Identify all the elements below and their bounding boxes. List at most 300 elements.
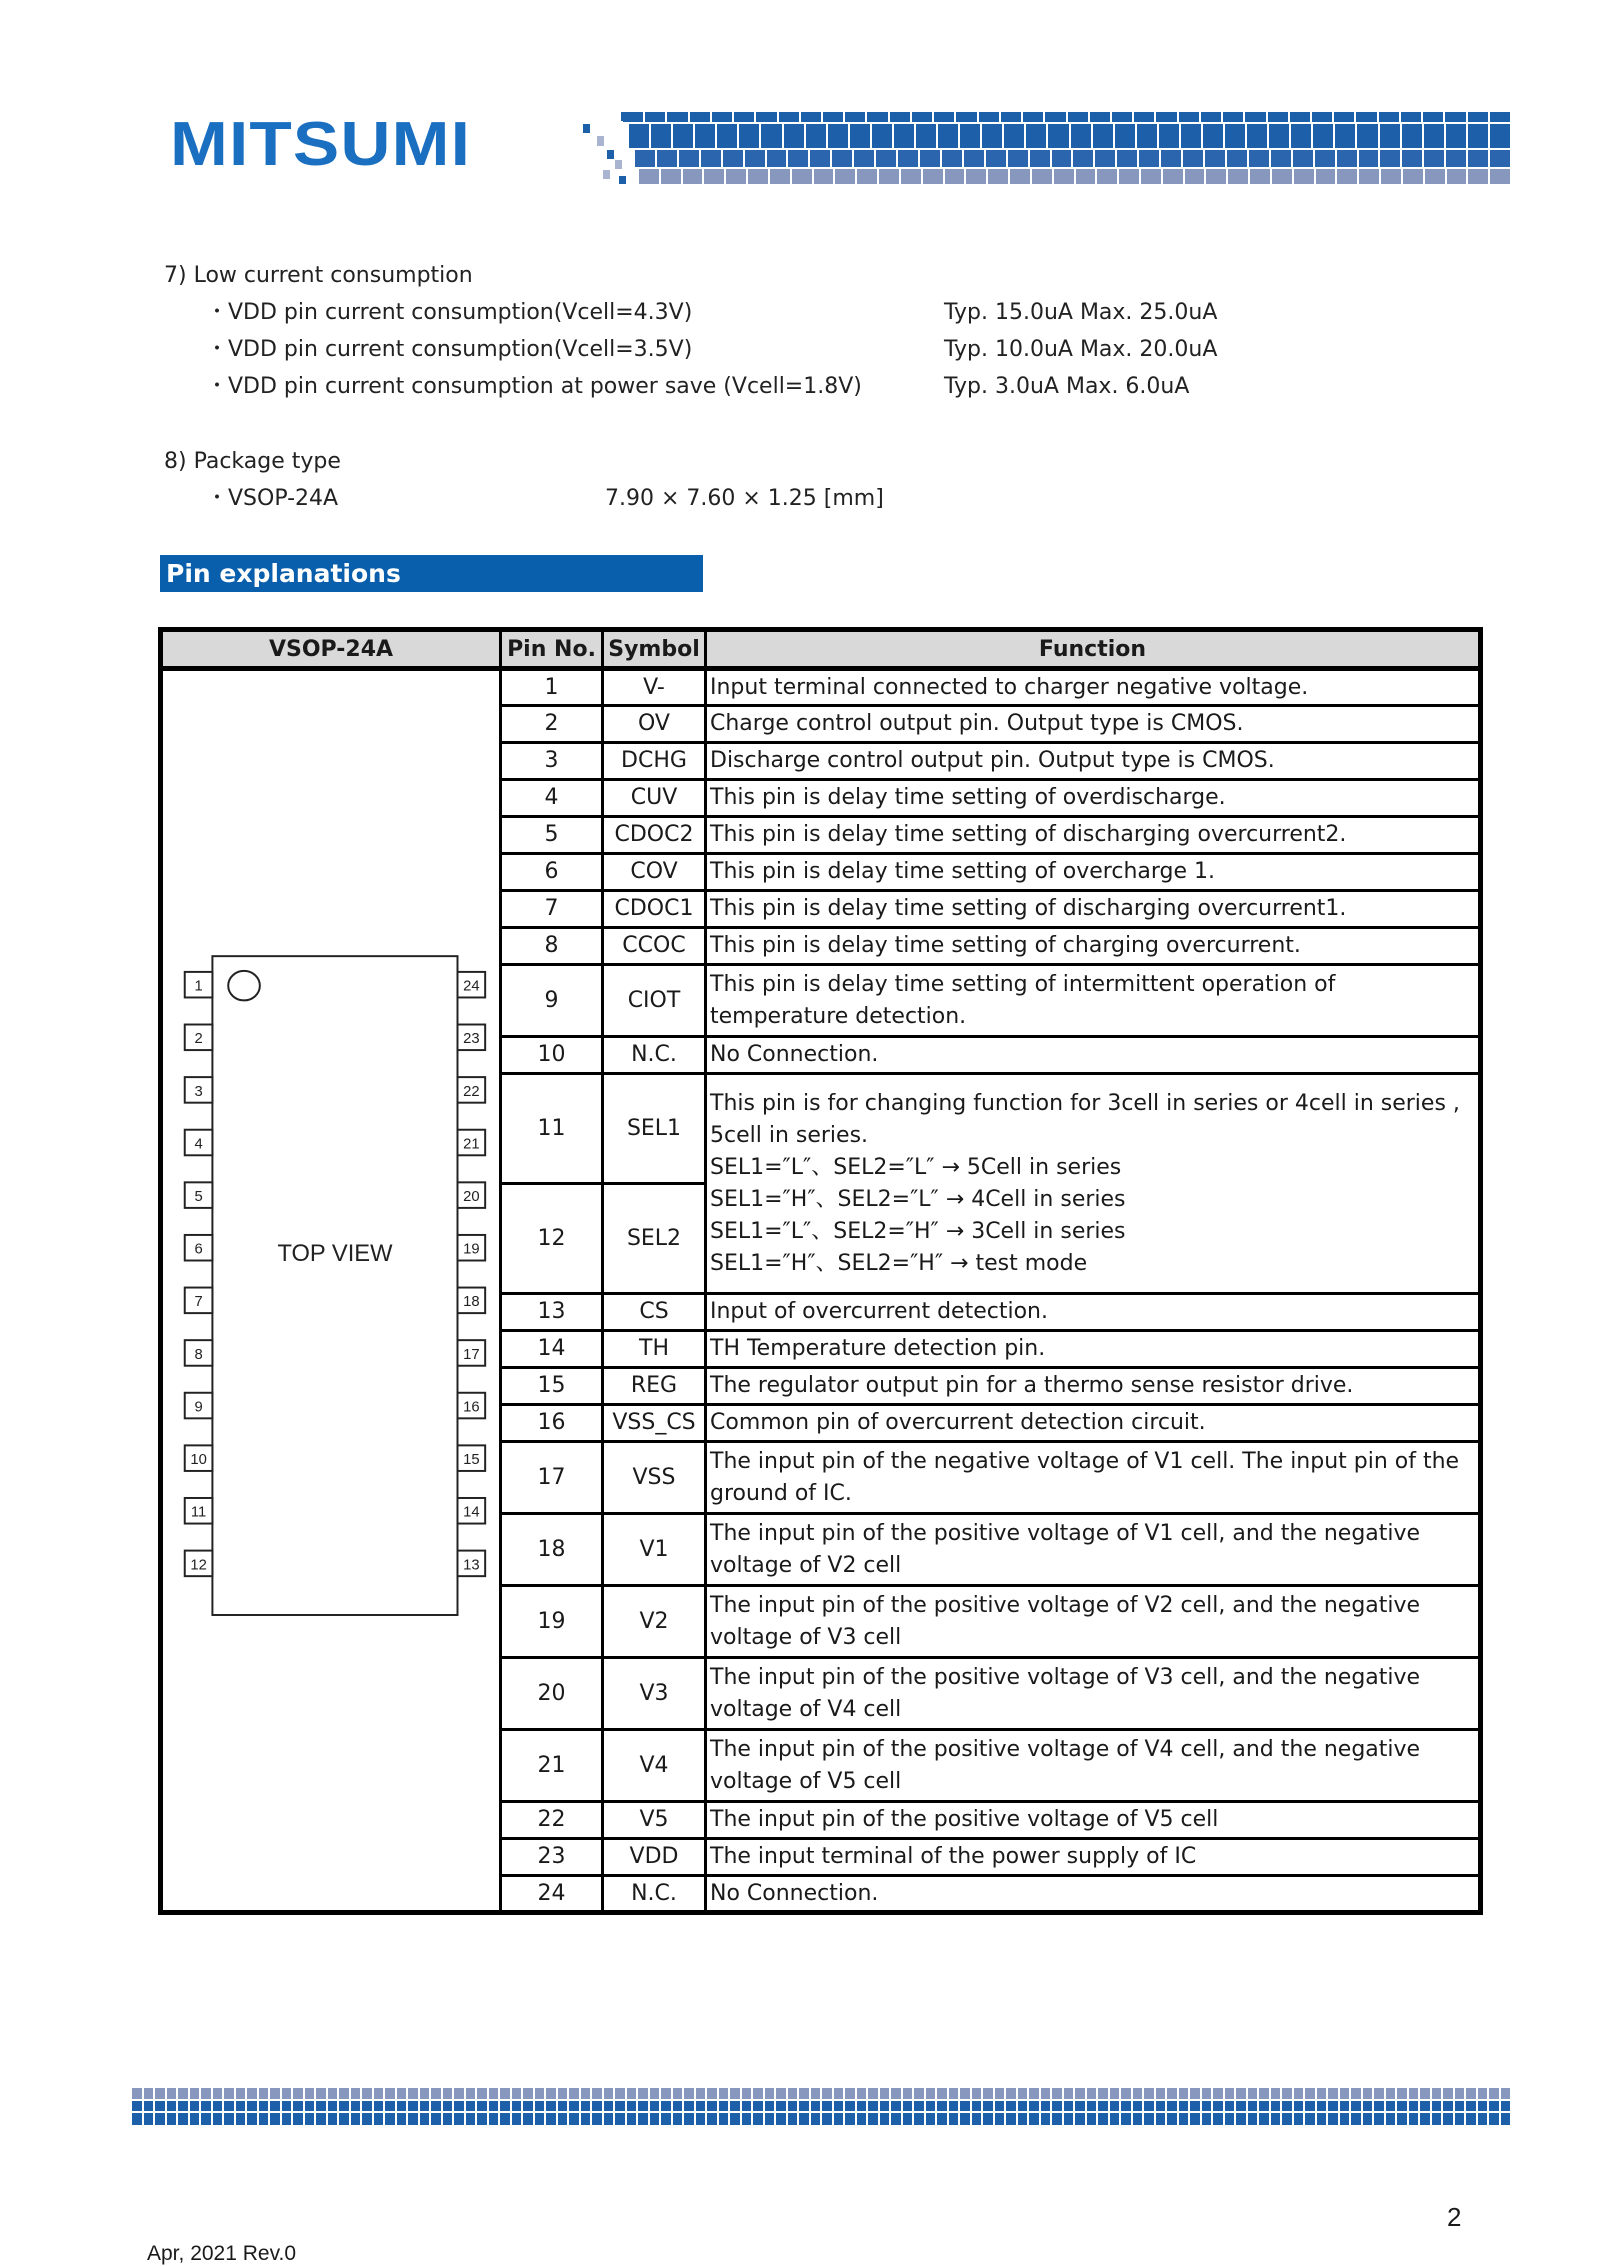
bar-cell xyxy=(806,124,826,148)
package-pin-left xyxy=(185,1077,213,1103)
bar-cell xyxy=(701,150,721,167)
bar-cell xyxy=(1294,2113,1304,2125)
bar-cell xyxy=(679,150,699,167)
bar-cell xyxy=(339,2088,349,2099)
bar-cell xyxy=(1018,2113,1028,2125)
bar-cell xyxy=(1357,124,1377,148)
bar-cell xyxy=(535,2088,545,2099)
bar-cell xyxy=(512,2101,522,2111)
bar-cell xyxy=(1087,2113,1097,2125)
bar-cell xyxy=(696,2088,706,2099)
bar-cell xyxy=(1248,2101,1258,2111)
bar-cell xyxy=(717,124,737,148)
bar-cell xyxy=(1317,2113,1327,2125)
pin-function: Common pin of overcurrent detection circuit. xyxy=(706,1405,1481,1442)
bar-cell xyxy=(604,2113,614,2125)
bar-cell xyxy=(1018,2101,1028,2111)
bar-cell xyxy=(742,2088,752,2099)
bar-cell xyxy=(964,150,984,167)
bar-cell xyxy=(934,112,954,122)
bar-cell xyxy=(1432,2101,1442,2111)
bar-cell xyxy=(1110,2088,1120,2099)
bar-cell xyxy=(1201,112,1221,122)
bar-cell xyxy=(1098,2088,1108,2099)
bar-cell xyxy=(190,2101,200,2111)
bar-cell xyxy=(960,2101,970,2111)
bar-cell xyxy=(726,169,746,184)
bar-cell xyxy=(903,2101,913,2111)
bar-cell xyxy=(857,2088,867,2099)
bar-cell xyxy=(1328,2088,1338,2099)
bar-cell xyxy=(1213,2088,1223,2099)
bar-cell xyxy=(1110,2113,1120,2125)
bar-cell xyxy=(1179,2088,1189,2099)
pin-number: 23 xyxy=(501,1839,603,1876)
bar-cell xyxy=(489,2088,499,2099)
bar-cell xyxy=(523,2101,533,2111)
bar-cell xyxy=(1424,150,1444,167)
bar-cell xyxy=(1190,2088,1200,2099)
pin-symbol: VDD xyxy=(603,1839,706,1876)
bar-cell xyxy=(1363,2088,1373,2099)
bar-cell xyxy=(1250,169,1270,184)
bar-cell xyxy=(811,2101,821,2111)
bar-cell xyxy=(466,2113,476,2125)
bar-cell xyxy=(995,2101,1005,2111)
bar-cell xyxy=(834,2113,844,2125)
bar-cell xyxy=(1259,2113,1269,2125)
pin-symbol: TH xyxy=(603,1331,706,1368)
package-pin-label: 6 xyxy=(194,1241,203,1258)
bar-cell xyxy=(1468,124,1488,148)
bar-cell xyxy=(1374,2113,1384,2125)
bar-cell xyxy=(397,2113,407,2125)
bar-cell xyxy=(1095,150,1115,167)
bar-cell xyxy=(305,2113,315,2125)
bar-cell xyxy=(801,112,821,122)
bar-cell xyxy=(788,2101,798,2111)
bar-cell xyxy=(1293,150,1313,167)
bar-cell xyxy=(1455,2113,1465,2125)
bar-cell xyxy=(224,2101,234,2111)
bar-cell xyxy=(1489,2101,1499,2111)
pin-number: 16 xyxy=(501,1405,603,1442)
bar-cell xyxy=(868,2088,878,2099)
package-pin-label: 3 xyxy=(194,1083,203,1100)
bar-cell xyxy=(282,2088,292,2099)
bar-cell xyxy=(857,169,877,184)
bar-cell xyxy=(1068,112,1088,122)
package-pin-label: 20 xyxy=(463,1189,480,1206)
bar-cell xyxy=(1291,124,1311,148)
bar-cell xyxy=(1420,2088,1430,2099)
pin-symbol: CS xyxy=(603,1294,706,1331)
bar-cell xyxy=(695,124,715,148)
package-pin-label: 17 xyxy=(463,1346,480,1363)
bar-cell xyxy=(799,2113,809,2125)
package-pin-right xyxy=(457,1288,485,1314)
bar-cell xyxy=(408,2088,418,2099)
bar-cell xyxy=(1340,2101,1350,2111)
bar-cell xyxy=(1006,2113,1016,2125)
bar-cell xyxy=(1466,2088,1476,2099)
bar-cell xyxy=(1468,150,1488,167)
bar-cell xyxy=(592,2101,602,2111)
package-label: ・VSOP-24A xyxy=(206,486,339,511)
pin-function: The input pin of the negative voltage of V1 cell. The input pin of the ground of IC. xyxy=(706,1442,1481,1514)
bar-cell xyxy=(742,2101,752,2111)
bar-cell xyxy=(1133,2113,1143,2125)
bar-cell xyxy=(1466,2113,1476,2125)
bar-cell xyxy=(500,2088,510,2099)
bar-cell xyxy=(1073,150,1093,167)
bar-cell xyxy=(857,2101,867,2111)
bar-cell xyxy=(1010,169,1030,184)
bar-cell xyxy=(1351,2101,1361,2111)
bar-cell xyxy=(639,169,659,184)
bar-cell xyxy=(868,2101,878,2111)
bar-cell xyxy=(845,2088,855,2099)
bar-cell xyxy=(615,2101,625,2111)
pin-function: The input pin of the positive voltage of V2 cell, and the negative voltage of V3 cell xyxy=(706,1586,1481,1658)
pin-number: 11 xyxy=(501,1074,603,1184)
pin-symbol: V3 xyxy=(603,1658,706,1730)
bar-cell xyxy=(1337,169,1357,184)
bar-cell xyxy=(1052,2113,1062,2125)
spec-label: ・VDD pin current consumption(Vcell=4.3V) xyxy=(206,300,693,325)
pin-function: The input pin of the positive voltage of V5 cell xyxy=(706,1802,1481,1839)
bar-cell xyxy=(408,2113,418,2125)
bar-cell xyxy=(983,2113,993,2125)
bar-cell xyxy=(1248,2113,1258,2125)
bar-cell xyxy=(558,2088,568,2099)
package-pin-left xyxy=(185,1445,213,1471)
bar-cell xyxy=(512,2088,522,2099)
package-pin-label: 23 xyxy=(463,1031,480,1048)
bar-cell xyxy=(1501,2101,1511,2111)
bar-cell xyxy=(1001,112,1021,122)
bar-cell xyxy=(891,2101,901,2111)
bar-cell xyxy=(581,2101,591,2111)
bar-cell xyxy=(397,2101,407,2111)
bar-cell xyxy=(558,2113,568,2125)
bar-cell xyxy=(673,2101,683,2111)
bar-cell xyxy=(684,2088,694,2099)
bar-cell xyxy=(1156,112,1176,122)
bar-cell xyxy=(1489,2088,1499,2099)
bar-cell xyxy=(995,2113,1005,2125)
bar-cell xyxy=(872,124,892,148)
bar-cell xyxy=(926,2101,936,2111)
pin-function: This pin is delay time setting of discharging overcurrent1. xyxy=(706,891,1481,928)
bar-cell xyxy=(1041,2101,1051,2111)
bar-cell xyxy=(305,2088,315,2099)
pin-number: 10 xyxy=(501,1037,603,1074)
bar-cell xyxy=(1190,2113,1200,2125)
bar-cell xyxy=(293,2113,303,2125)
bar-cell xyxy=(1403,169,1423,184)
bar-cell xyxy=(748,169,768,184)
bar-cell xyxy=(1478,2113,1488,2125)
bar-cell xyxy=(1290,112,1310,122)
bar-cell xyxy=(765,2113,775,2125)
bar-cell xyxy=(431,2088,441,2099)
bar-cell xyxy=(1203,124,1223,148)
bar-cell xyxy=(730,2088,740,2099)
bar-cell xyxy=(822,2088,832,2099)
bar-cell xyxy=(986,150,1006,167)
pin-number: 21 xyxy=(501,1730,603,1802)
package-pin-label: 13 xyxy=(463,1557,480,1574)
bar-cell xyxy=(707,2113,717,2125)
pin-number: 9 xyxy=(501,965,603,1037)
bar-cell xyxy=(1282,2113,1292,2125)
bar-cell xyxy=(792,169,812,184)
bar-cell xyxy=(316,2088,326,2099)
bar-cell xyxy=(890,112,910,122)
bar-cell xyxy=(650,2113,660,2125)
bar-cell xyxy=(1052,2088,1062,2099)
bar-cell xyxy=(920,150,940,167)
bar-cell xyxy=(201,2088,211,2099)
bar-cell xyxy=(1305,2113,1315,2125)
bar-cell xyxy=(328,2101,338,2111)
bar-cell xyxy=(1447,169,1467,184)
pin-table xyxy=(158,627,1483,1915)
bar-cell xyxy=(1167,2113,1177,2125)
bar-cell xyxy=(1225,2101,1235,2111)
bar-cell xyxy=(661,2101,671,2111)
bar-cell xyxy=(891,2113,901,2125)
pin-number: 2 xyxy=(501,706,603,743)
bar-cell xyxy=(638,2101,648,2111)
bar-cell xyxy=(880,2101,890,2111)
package-pin-label: 21 xyxy=(463,1136,480,1153)
bar-cell xyxy=(972,2088,982,2099)
bar-cell xyxy=(178,2101,188,2111)
bar-cell xyxy=(1064,2113,1074,2125)
package-pin-label: 1 xyxy=(194,978,203,995)
package-pin-left xyxy=(185,1235,213,1261)
package-pin-right xyxy=(457,1393,485,1419)
bar-cell xyxy=(362,2101,372,2111)
bar-cell xyxy=(765,2101,775,2111)
pin-function: The input terminal of the power supply of IC xyxy=(706,1839,1481,1876)
bar-cell xyxy=(879,169,899,184)
bar-cell xyxy=(1249,150,1269,167)
pin-symbol: COV xyxy=(603,854,706,891)
bar-cell xyxy=(761,124,781,148)
bar-cell xyxy=(945,169,965,184)
bar-cell xyxy=(1236,2101,1246,2111)
bar-cell xyxy=(155,2113,165,2125)
bar-cell xyxy=(1489,2113,1499,2125)
bar-cell xyxy=(835,169,855,184)
package-pin-label: 14 xyxy=(463,1504,480,1521)
bar-cell xyxy=(1363,2113,1373,2125)
bar-cell xyxy=(845,2113,855,2125)
bar-cell xyxy=(756,112,776,122)
bar-cell xyxy=(1023,112,1043,122)
bar-cell xyxy=(1313,124,1333,148)
pin-symbol: CUV xyxy=(603,780,706,817)
bar-cell xyxy=(1029,2088,1039,2099)
bar-cell xyxy=(1247,124,1267,148)
bar-cell xyxy=(1305,2101,1315,2111)
bar-cell xyxy=(1271,150,1291,167)
package-pin-label: 10 xyxy=(190,1452,207,1469)
bar-cell xyxy=(719,2101,729,2111)
bar-cell xyxy=(558,2101,568,2111)
bar-cell xyxy=(1134,112,1154,122)
package-pin-right xyxy=(457,1235,485,1261)
package-pin-left xyxy=(185,1498,213,1524)
bar-cell xyxy=(1090,112,1110,122)
bar-cell xyxy=(247,2088,257,2099)
bar-cell xyxy=(477,2101,487,2111)
bar-cell xyxy=(500,2101,510,2111)
bar-cell xyxy=(236,2113,246,2125)
bar-cell xyxy=(535,2101,545,2111)
bar-cell xyxy=(834,2101,844,2111)
pin-symbol: VSS xyxy=(603,1442,706,1514)
pin-number: 1 xyxy=(501,669,603,706)
bar-cell xyxy=(420,2088,430,2099)
bar-cell xyxy=(811,2113,821,2125)
bar-cell xyxy=(972,2101,982,2111)
bar-cell xyxy=(1029,2101,1039,2111)
bar-cell xyxy=(178,2113,188,2125)
package-pin-left xyxy=(185,1340,213,1366)
bar-cell xyxy=(144,2101,154,2111)
bar-cell xyxy=(569,2101,579,2111)
package-pin-right xyxy=(457,1340,485,1366)
bar-cell xyxy=(155,2088,165,2099)
bar-cell xyxy=(385,2101,395,2111)
package-pin-label: 2 xyxy=(194,1031,203,1048)
bar-cell xyxy=(629,124,649,148)
bar-cell xyxy=(1008,150,1028,167)
pin-symbol: SEL2 xyxy=(603,1184,706,1294)
bar-cell xyxy=(867,112,887,122)
bar-cell xyxy=(1282,2088,1292,2099)
bar-cell xyxy=(1163,169,1183,184)
bar-cell xyxy=(1424,124,1444,148)
bar-cell xyxy=(767,150,787,167)
pin-function: No Connection. xyxy=(706,1876,1481,1913)
bar-cell xyxy=(960,124,980,148)
bar-cell xyxy=(236,2088,246,2099)
bar-cell xyxy=(1259,2088,1269,2099)
bar-cell xyxy=(385,2113,395,2125)
package-pin-right xyxy=(457,1498,485,1524)
bar-cell xyxy=(374,2113,384,2125)
sel-mode: SEL1=″H″、SEL2=″H″ → test mode xyxy=(710,1250,1088,1276)
bar-cell xyxy=(293,2088,303,2099)
bar-cell xyxy=(489,2113,499,2125)
bar-cell xyxy=(1359,169,1379,184)
bar-cell xyxy=(282,2101,292,2111)
bar-cell xyxy=(1409,2101,1419,2111)
bar-cell xyxy=(1334,112,1354,122)
bar-cell xyxy=(1004,124,1024,148)
bar-cell xyxy=(926,2088,936,2099)
bar-cell xyxy=(1112,112,1132,122)
bar-cell xyxy=(1225,2113,1235,2125)
bar-cell xyxy=(1294,2101,1304,2111)
package-pin-label: 24 xyxy=(463,978,480,995)
bar-cell xyxy=(1269,124,1289,148)
bar-cell xyxy=(1468,169,1488,184)
bar-cell xyxy=(1030,150,1050,167)
bar-cell xyxy=(880,2088,890,2099)
bar-cell xyxy=(201,2101,211,2111)
pin-function: Discharge control output pin. Output type is CMOS. xyxy=(706,743,1481,780)
bar-cell xyxy=(1259,2101,1269,2111)
bar-cell xyxy=(776,2088,786,2099)
bar-cell xyxy=(1420,2101,1430,2111)
bar-cell xyxy=(857,2113,867,2125)
package-pin-label: 16 xyxy=(463,1399,480,1416)
package-pin-left xyxy=(185,1025,213,1051)
bar-cell xyxy=(650,2088,660,2099)
bar-cell xyxy=(431,2113,441,2125)
bar-cell xyxy=(914,2088,924,2099)
bar-cell xyxy=(546,2113,556,2125)
bar-cell xyxy=(1054,169,1074,184)
bar-cell xyxy=(627,2101,637,2111)
bar-cell xyxy=(1110,2101,1120,2111)
bar-cell xyxy=(1351,2113,1361,2125)
sel-mode: SEL1=″L″、SEL2=″L″ → 5Cell in series xyxy=(710,1154,1122,1180)
bar-cell xyxy=(1121,2088,1131,2099)
bar-cell xyxy=(1335,124,1355,148)
pin-function: Charge control output pin. Output type is CMOS. xyxy=(706,706,1481,743)
package-diagram-cell xyxy=(161,669,501,1913)
bar-cell xyxy=(1098,2101,1108,2111)
bar-cell xyxy=(983,2088,993,2099)
bar-cell xyxy=(1317,2101,1327,2111)
bar-cell xyxy=(799,2101,809,2111)
bar-cell xyxy=(1271,2088,1281,2099)
bar-cell xyxy=(604,2088,614,2099)
bar-cell xyxy=(1490,169,1510,184)
bar-cell xyxy=(723,150,743,167)
package-pin-label: 18 xyxy=(463,1294,480,1311)
bar-cell xyxy=(1328,2113,1338,2125)
bar-cell xyxy=(1501,2088,1511,2099)
package-pin-label: 9 xyxy=(194,1399,203,1416)
package-pin-right xyxy=(457,1130,485,1156)
bar-cell xyxy=(1098,2113,1108,2125)
bar-cell xyxy=(1340,2113,1350,2125)
bar-cell xyxy=(328,2113,338,2125)
bar-cell xyxy=(1402,124,1422,148)
spec-label: ・VDD pin current consumption(Vcell=3.5V) xyxy=(206,337,693,362)
bar-cell xyxy=(489,2101,499,2111)
bar-cell xyxy=(1432,2113,1442,2125)
package-pin-right xyxy=(457,1077,485,1103)
bar-cell xyxy=(1223,112,1243,122)
header-function: Function xyxy=(706,630,1481,669)
bar-cell xyxy=(1202,2113,1212,2125)
pin-function: This pin is delay time setting of intermittent operation of temperature detection. xyxy=(706,965,1481,1037)
bar-cell xyxy=(1179,112,1199,122)
bar-cell xyxy=(443,2113,453,2125)
bar-cell xyxy=(684,2113,694,2125)
bar-cell xyxy=(828,124,848,148)
bar-cell xyxy=(627,2088,637,2099)
